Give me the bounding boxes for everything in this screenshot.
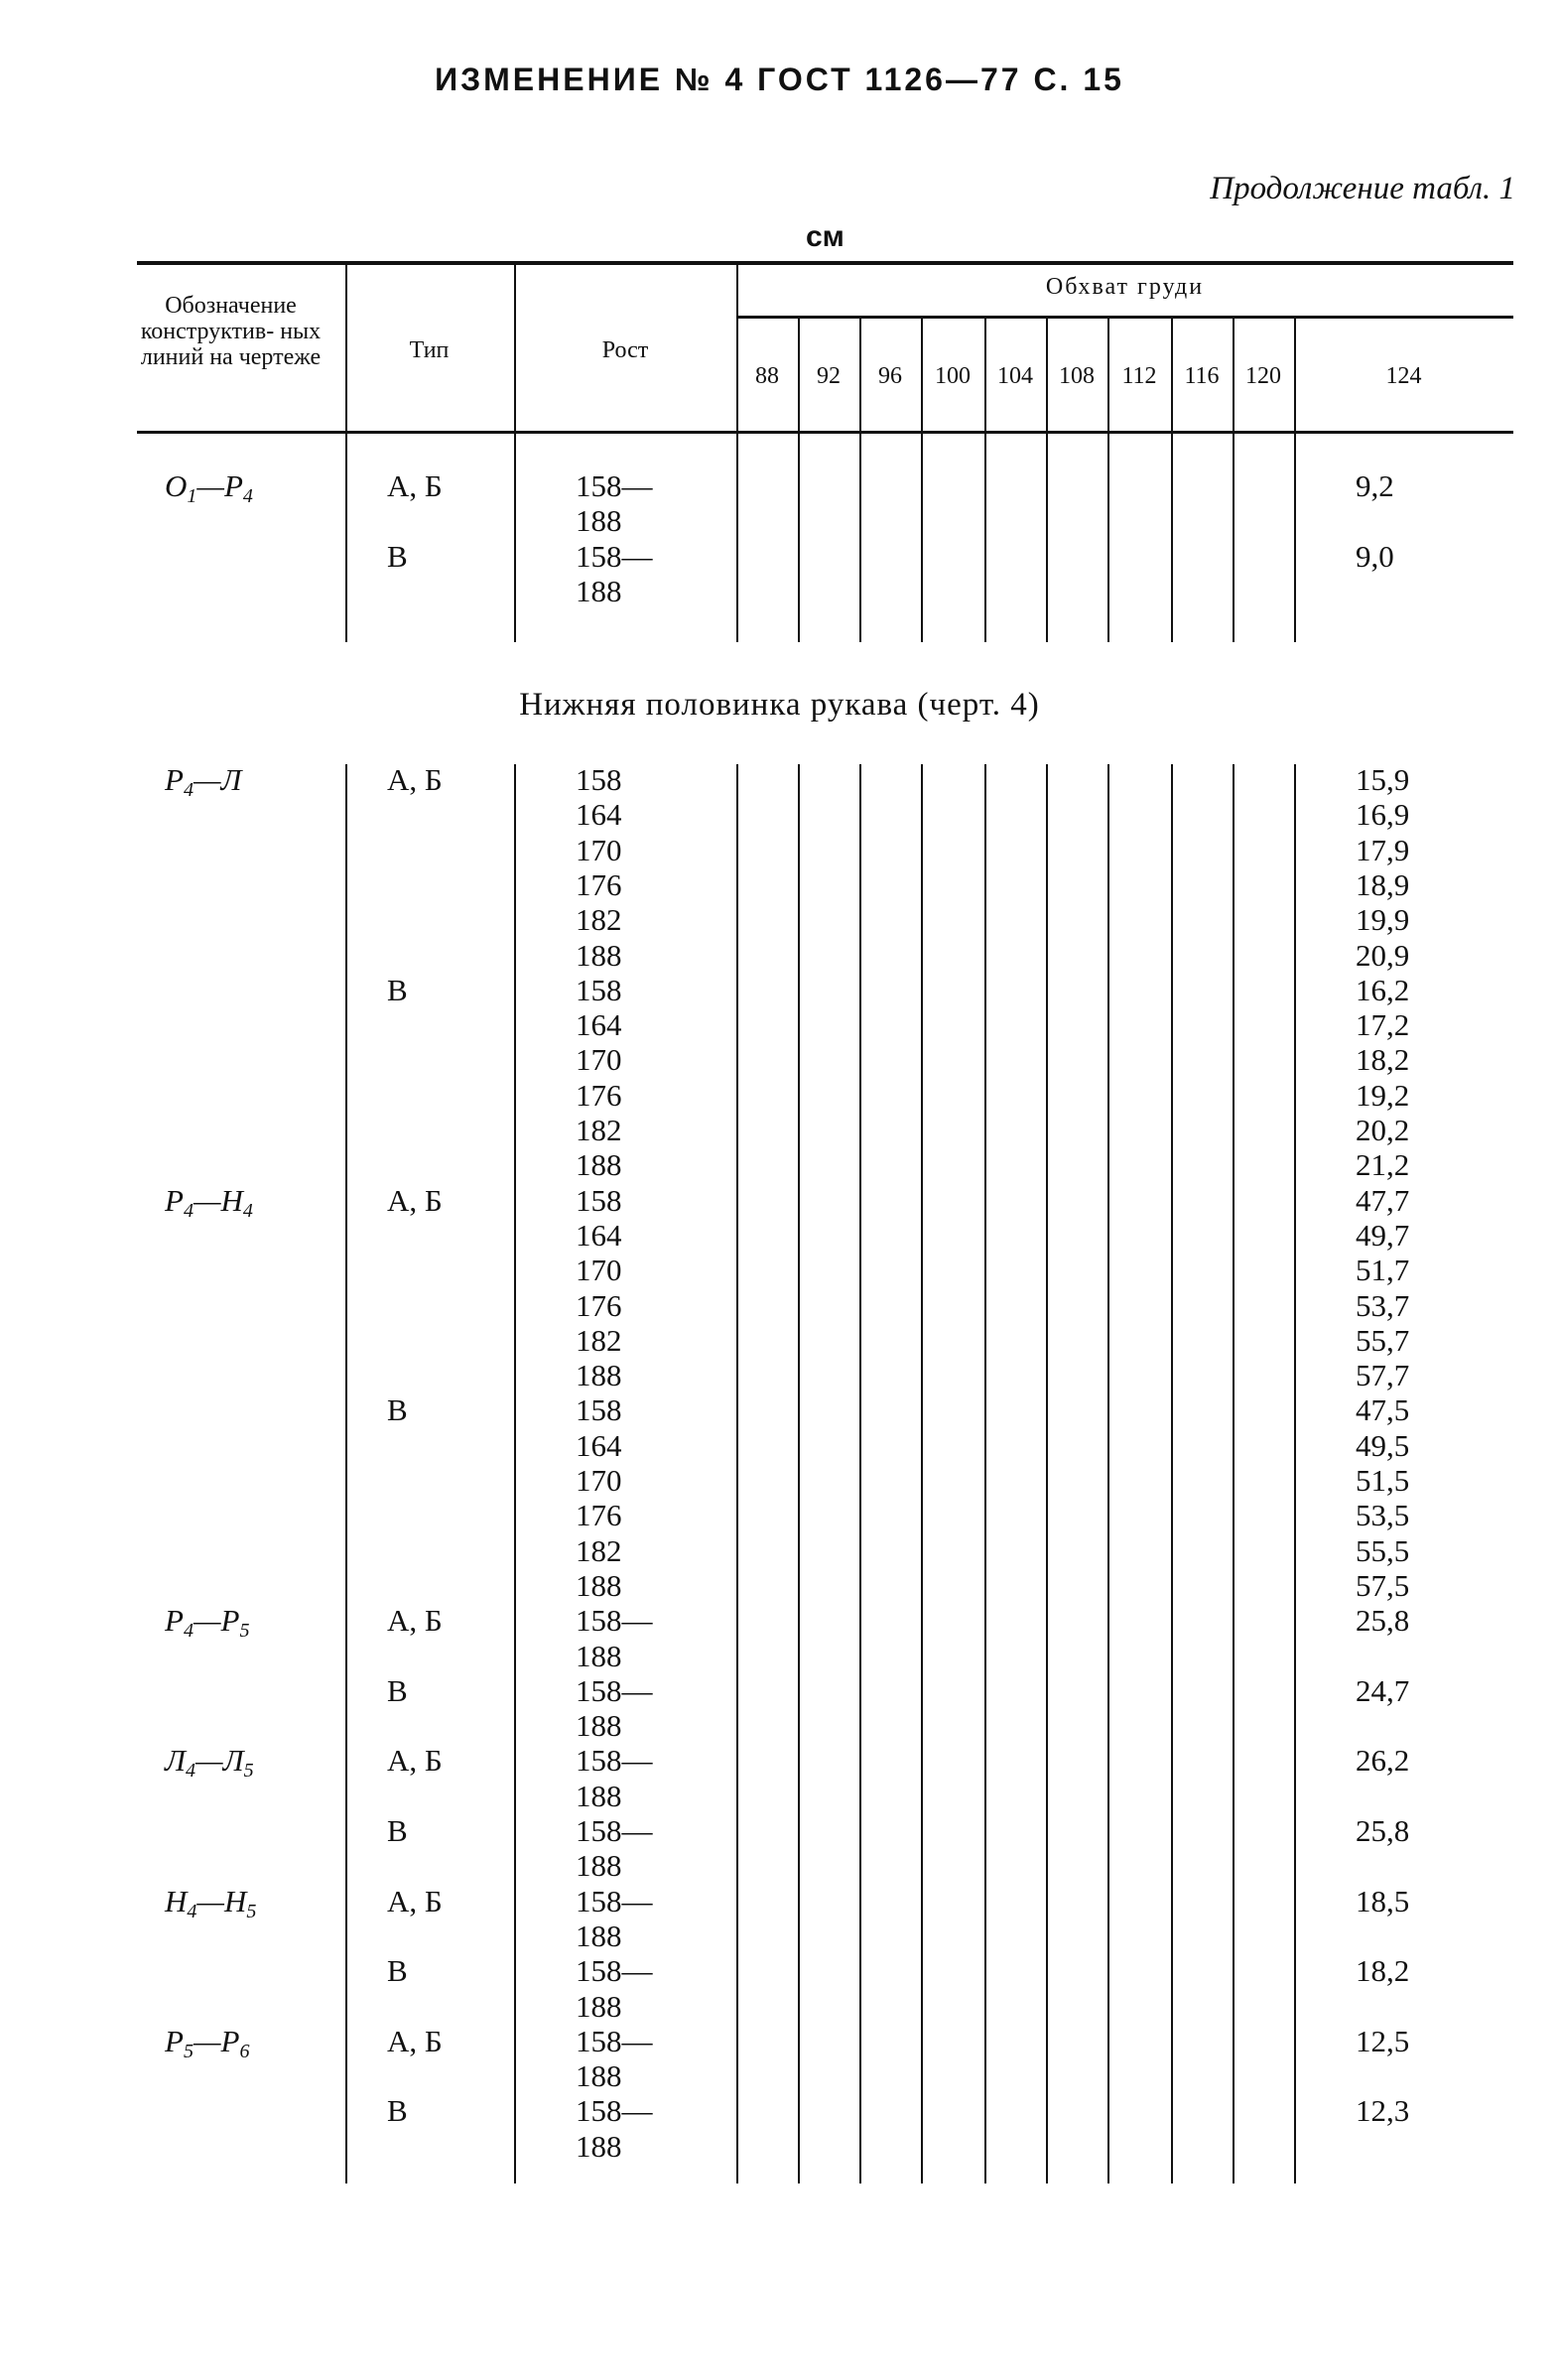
chest-size-124: 124 — [1385, 363, 1422, 389]
height-cell: 188 — [576, 1917, 622, 1953]
height-cell: 164 — [576, 1007, 622, 1043]
value-cell-124: 9,0 — [1356, 538, 1394, 574]
main-block-vline — [1046, 764, 1048, 2183]
designation-part: 6 — [239, 2040, 250, 2062]
chest-header-vline — [798, 319, 800, 431]
main-block-vline — [1107, 764, 1109, 2183]
designation-part: 4 — [186, 1760, 195, 1783]
height-cell: 164 — [576, 1427, 622, 1463]
height-cell: 188 — [576, 1358, 622, 1393]
value-cell-124: 47,5 — [1356, 1392, 1410, 1428]
line-designation: Л4—Л5 — [165, 1743, 254, 1783]
height-cell: 182 — [576, 1532, 622, 1568]
type-cell: А, Б — [387, 2023, 443, 2058]
line-designation: P5—P6 — [165, 2023, 250, 2062]
designation-part: 4 — [187, 1900, 197, 1922]
value-cell-124: 18,2 — [1356, 1042, 1410, 1078]
line-designation: H4—H5 — [165, 1883, 257, 1922]
designation-part: 4 — [242, 1199, 253, 1222]
height-cell: 188 — [576, 573, 622, 608]
type-cell: А, Б — [387, 1603, 443, 1639]
type-cell: А, Б — [387, 1883, 443, 1918]
height-cell: 188 — [576, 2058, 622, 2094]
type-cell: В — [387, 972, 408, 1007]
main-block-vline — [859, 764, 861, 2183]
header-vline — [345, 265, 347, 431]
chest-header-vline — [1171, 319, 1173, 431]
height-cell: 188 — [576, 937, 622, 973]
chest-header-vline — [984, 319, 986, 431]
height-cell: 158— — [576, 1813, 653, 1848]
chest-size-112: 112 — [1121, 363, 1157, 389]
value-cell-124: 9,2 — [1356, 468, 1394, 503]
main-block-vline — [1294, 764, 1296, 2183]
height-cell: 188 — [576, 503, 622, 539]
designation-part: P — [223, 468, 243, 503]
chest-size-120: 120 — [1245, 363, 1281, 389]
value-cell-124: 55,5 — [1356, 1532, 1410, 1568]
unit-label: см — [806, 220, 844, 253]
designation-part: 5 — [243, 1760, 254, 1783]
value-cell-124: 16,9 — [1356, 797, 1410, 833]
line-designation: P4—P5 — [165, 1603, 250, 1643]
height-cell: 158 — [576, 762, 622, 797]
value-cell-124: 57,7 — [1356, 1358, 1410, 1393]
designation-part: 5 — [246, 1900, 257, 1922]
chest-size-116: 116 — [1184, 363, 1220, 389]
designation-part: 4 — [183, 1620, 194, 1643]
designation-part: H — [223, 1883, 247, 1918]
height-cell: 188 — [576, 1708, 622, 1744]
value-cell-124: 25,8 — [1356, 1603, 1410, 1639]
value-cell-124: 18,2 — [1356, 1953, 1410, 1989]
height-cell: 158 — [576, 1182, 622, 1218]
designation-part: H — [220, 1182, 243, 1218]
height-cell: 158— — [576, 1672, 653, 1708]
designation-part: 1 — [187, 485, 197, 507]
header-bottom-rule — [137, 431, 1513, 434]
designation-part: Л — [222, 1743, 244, 1779]
chest-header-vline — [1294, 319, 1296, 431]
chest-header-vline — [1107, 319, 1109, 431]
height-cell: 158 — [576, 1392, 622, 1428]
type-cell: В — [387, 1953, 408, 1989]
top-block-vline — [1294, 434, 1296, 642]
designation-part: 4 — [242, 485, 253, 507]
height-cell: 158— — [576, 2093, 653, 2129]
height-cell: 188 — [576, 2128, 622, 2164]
value-cell-124: 17,9 — [1356, 832, 1410, 867]
designation-part: P — [220, 1603, 240, 1639]
designation-part: 5 — [239, 1620, 250, 1643]
designation-part: P — [165, 762, 184, 797]
value-cell-124: 26,2 — [1356, 1743, 1410, 1779]
height-cell: 158— — [576, 468, 653, 503]
height-cell: 158— — [576, 1883, 653, 1918]
chest-size-96: 96 — [878, 363, 902, 389]
main-block-vline — [736, 764, 738, 2183]
designation-part: P — [165, 1603, 184, 1639]
chest-header-rule — [736, 316, 1513, 319]
height-cell: 188 — [576, 1778, 622, 1813]
chest-header-vline — [1046, 319, 1048, 431]
main-block-vline — [984, 764, 986, 2183]
value-cell-124: 19,2 — [1356, 1077, 1410, 1113]
type-cell: В — [387, 2093, 408, 2129]
height-cell: 176 — [576, 1077, 622, 1113]
value-cell-124: 12,5 — [1356, 2023, 1410, 2058]
designation-part: 5 — [183, 2040, 194, 2062]
col-header-designation: Обозначение конструктив- ных линий на чертеже — [140, 293, 322, 370]
type-cell: А, Б — [387, 762, 443, 797]
top-block-vline — [1233, 434, 1234, 642]
height-cell: 176 — [576, 866, 622, 902]
height-cell: 182 — [576, 902, 622, 938]
height-cell: 158— — [576, 1603, 653, 1639]
header-vline — [514, 265, 516, 431]
value-cell-124: 49,5 — [1356, 1427, 1410, 1463]
value-cell-124: 20,9 — [1356, 937, 1410, 973]
type-cell: А, Б — [387, 468, 443, 503]
chest-size-92: 92 — [817, 363, 841, 389]
designation-part: Л — [165, 1743, 186, 1779]
top-block-vline — [1171, 434, 1173, 642]
col-header-type: Тип — [409, 337, 450, 363]
value-cell-124: 20,2 — [1356, 1113, 1410, 1147]
value-cell-124: 25,8 — [1356, 1813, 1410, 1848]
value-cell-124: 18,5 — [1356, 1883, 1410, 1918]
col-header-chest: Обхват груди — [1045, 274, 1205, 300]
value-cell-124: 51,7 — [1356, 1253, 1410, 1288]
designation-part: P — [165, 2023, 184, 2058]
value-cell-124: 24,7 — [1356, 1672, 1410, 1708]
designation-part: 4 — [183, 779, 194, 801]
value-cell-124: 12,3 — [1356, 2093, 1410, 2129]
main-block-vline — [1233, 764, 1234, 2183]
header-vline — [736, 265, 738, 431]
top-block-vline — [798, 434, 800, 642]
value-cell-124: 47,7 — [1356, 1182, 1410, 1218]
value-cell-124: 17,2 — [1356, 1007, 1410, 1043]
type-cell: В — [387, 538, 408, 574]
value-cell-124: 53,5 — [1356, 1498, 1410, 1533]
main-block-vline — [345, 764, 347, 2183]
designation-part: P — [220, 2023, 240, 2058]
chest-size-100: 100 — [935, 363, 971, 389]
height-cell: 188 — [576, 1848, 622, 1884]
chest-header-vline — [1233, 319, 1234, 431]
chest-size-104: 104 — [997, 363, 1033, 389]
top-block-vline — [859, 434, 861, 642]
designation-part: Л — [220, 762, 242, 797]
top-block-vline — [1046, 434, 1048, 642]
type-cell: А, Б — [387, 1743, 443, 1779]
value-cell-124: 15,9 — [1356, 762, 1410, 797]
value-cell-124: 55,7 — [1356, 1322, 1410, 1358]
chest-size-88: 88 — [755, 363, 779, 389]
value-cell-124: 49,7 — [1356, 1217, 1410, 1253]
designation-part: H — [165, 1883, 188, 1918]
value-cell-124: 19,9 — [1356, 902, 1410, 938]
value-cell-124: 53,7 — [1356, 1287, 1410, 1323]
value-cell-124: 16,2 — [1356, 972, 1410, 1007]
type-cell: А, Б — [387, 1182, 443, 1218]
top-block-vline — [1107, 434, 1109, 642]
height-cell: 158— — [576, 1953, 653, 1989]
designation-part: P — [165, 1182, 184, 1218]
height-cell: 188 — [576, 1567, 622, 1603]
value-cell-124: 57,5 — [1356, 1567, 1410, 1603]
top-block-vline — [345, 434, 347, 642]
height-cell: 164 — [576, 797, 622, 833]
chest-header-vline — [859, 319, 861, 431]
table-top-rule — [137, 261, 1513, 265]
top-block-vline — [514, 434, 516, 642]
height-cell: 170 — [576, 832, 622, 867]
height-cell: 176 — [576, 1498, 622, 1533]
main-block-vline — [798, 764, 800, 2183]
designation-part: 4 — [183, 1199, 194, 1222]
top-block-vline — [736, 434, 738, 642]
main-block-vline — [921, 764, 923, 2183]
value-cell-124: 18,9 — [1356, 866, 1410, 902]
line-designation: P4—H4 — [165, 1182, 253, 1222]
height-cell: 170 — [576, 1253, 622, 1288]
height-cell: 158— — [576, 1743, 653, 1779]
type-cell: В — [387, 1813, 408, 1848]
height-cell: 170 — [576, 1463, 622, 1498]
top-block-vline — [921, 434, 923, 642]
height-cell: 188 — [576, 1147, 622, 1183]
height-cell: 188 — [576, 1988, 622, 2024]
col-header-height: Рост — [601, 337, 649, 363]
designation-part: O — [165, 468, 188, 503]
value-cell-124: 51,5 — [1356, 1463, 1410, 1498]
height-cell: 176 — [576, 1287, 622, 1323]
line-designation: P4—Л — [165, 762, 242, 801]
height-cell: 170 — [576, 1042, 622, 1078]
height-cell: 188 — [576, 1638, 622, 1673]
chest-size-108: 108 — [1059, 363, 1095, 389]
page-title: ИЗМЕНЕНИЕ № 4 ГОСТ 1126—77 С. 15 — [435, 62, 1124, 97]
line-designation: O1—P4 — [165, 468, 253, 507]
height-cell: 158— — [576, 2023, 653, 2058]
type-cell: В — [387, 1392, 408, 1428]
table-continuation-note: Продолжение табл. 1 — [1210, 171, 1515, 206]
section-title: Нижняя половинка рукава (черт. 4) — [519, 687, 1040, 723]
height-cell: 164 — [576, 1217, 622, 1253]
type-cell: В — [387, 1672, 408, 1708]
height-cell: 182 — [576, 1322, 622, 1358]
height-cell: 158 — [576, 972, 622, 1007]
height-cell: 158— — [576, 538, 653, 574]
height-cell: 182 — [576, 1113, 622, 1147]
main-block-vline — [514, 764, 516, 2183]
chest-header-vline — [921, 319, 923, 431]
top-block-vline — [984, 434, 986, 642]
main-block-vline — [1171, 764, 1173, 2183]
value-cell-124: 21,2 — [1356, 1147, 1410, 1183]
